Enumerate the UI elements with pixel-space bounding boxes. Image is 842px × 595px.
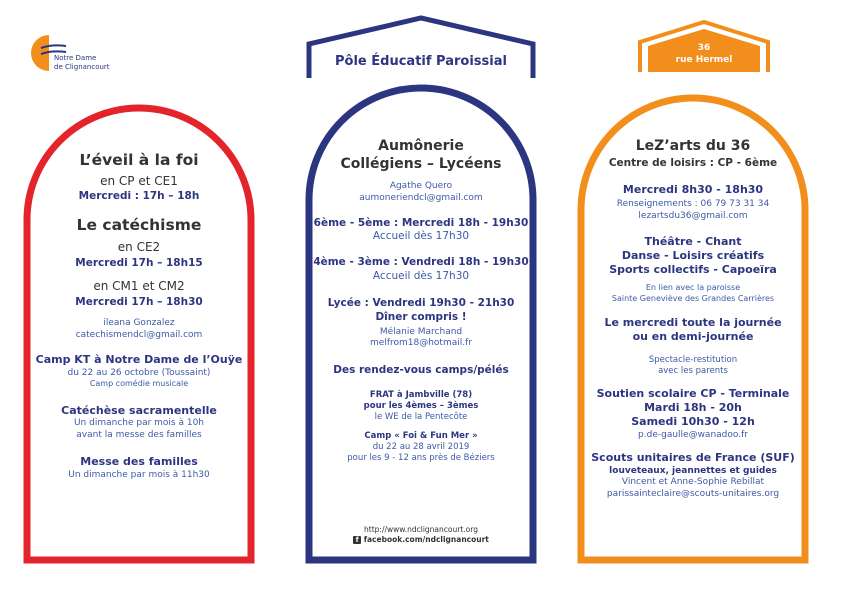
messe-line: Un dimanche par mois à 11h30 (68, 469, 210, 480)
camp-sub: Camp comédie musicale (89, 379, 189, 389)
right-time: Mercredi 8h30 - 18h30 (622, 182, 764, 196)
left-column (27, 150, 251, 481)
scouts1: Scouts unitaires de France (SUF) (591, 451, 795, 465)
eveil-level: en CP et CE1 (100, 174, 178, 189)
right-header-label (648, 43, 760, 66)
sacr-line2: avant la messe des familles (76, 429, 202, 440)
soutien3: Samedi 10h30 - 12h (631, 415, 755, 429)
scouts2: louveteaux, jeannettes et guides (609, 465, 777, 476)
center-house-outline (309, 18, 533, 78)
frat3: le WE de la Pentecôte (374, 411, 468, 422)
soutien-email: p.de-gaulle@wanadoo.fr (638, 429, 748, 440)
center-title2: Collégiens – Lycéens (340, 156, 502, 173)
messe-title: Messe des familles (80, 455, 198, 469)
website-link[interactable]: http://www.ndclignancourt.org (364, 525, 478, 534)
campmer1: Camp « Foi & Fun Mer » (364, 430, 478, 441)
campmer2: du 22 au 28 avril 2019 (372, 441, 470, 452)
slot1-sub: Accueil dès 17h30 (372, 230, 470, 243)
frat1: FRAT à Jambville (78) (369, 389, 473, 400)
facebook-link[interactable] (309, 535, 533, 545)
merc2: ou en demi-journée (632, 330, 754, 344)
merc1: Le mercredi toute la journée (604, 316, 782, 330)
slot2: 4ème - 3ème : Vendredi 18h - 19h30 (313, 256, 529, 269)
slot2-sub: Accueil dès 17h30 (372, 269, 470, 282)
soutien2: Mardi 18h - 20h (644, 401, 742, 415)
center-footer (309, 525, 533, 545)
slot1: 6ème - 5ème : Mercredi 18h - 19h30 (313, 216, 529, 229)
camp-title: Camp KT à Notre Dame de l’Ouÿe (35, 353, 243, 367)
act2: Danse - Loisirs créatifs (621, 248, 765, 262)
spect1: Spectacle-restitution (648, 354, 738, 365)
center-contact-email: aumoneriendcl@gmail.com (359, 193, 483, 204)
lycee1: Lycée : Vendredi 19h30 - 21h30 (327, 297, 515, 310)
act3: Sports collectifs - Capoeïra (609, 263, 777, 277)
center-column (309, 137, 533, 464)
right-title: LeZ’arts du 36 (635, 138, 751, 154)
frat2: pour les 4èmes – 3èmes (363, 400, 479, 411)
soutien1: Soutien scolaire CP - Terminale (596, 386, 790, 400)
logo-line1: Notre Dame (54, 54, 97, 62)
scouts3: Vincent et Anne-Sophie Rebillat (621, 477, 765, 488)
center-title1: Aumônerie (378, 138, 464, 154)
right-rens: Renseignements : 06 79 73 31 34 (616, 199, 770, 210)
lycee-contact: Mélanie Marchand (379, 326, 463, 337)
right-column (581, 137, 805, 501)
cat-level1: en CE2 (117, 239, 161, 254)
cat-level2: en CM1 et CM2 (93, 278, 185, 293)
sacr-title: Catéchèse sacramentelle (61, 403, 217, 417)
lien2: Sainte Geneviève des Grandes Carrières (611, 293, 775, 303)
eveil-time: Mercredi : 17h – 18h (78, 189, 200, 202)
logo-line2: de Clignancourt (54, 63, 110, 72)
lien1: En lien avec la paroisse (645, 283, 741, 293)
eveil-title: L’éveil à la foi (79, 151, 199, 169)
right-subtitle: Centre de loisirs : CP - 6ème (608, 157, 778, 170)
facebook-icon: f (353, 536, 361, 544)
right-header-line1: 36 (697, 43, 711, 53)
center-contact-name: Agathe Quero (389, 181, 453, 192)
right-email: lezartsdu36@gmail.com (638, 210, 748, 221)
sacr-line1: Un dimanche par mois à 10h (73, 418, 205, 429)
spect2: avec les parents (658, 365, 728, 376)
scouts-email: parissainteclaire@scouts-unitaires.org (606, 489, 780, 500)
campmer3: pour les 9 - 12 ans près de Béziers (347, 452, 495, 463)
cat-title: Le catéchisme (76, 216, 202, 235)
right-header-line2: rue Hermel (675, 54, 733, 65)
rdv-title: Des rendez-vous camps/pélés (333, 363, 509, 376)
center-header-title: Pôle Éducatif Paroissial (335, 54, 507, 69)
cat-time2: Mercredi 17h – 18h30 (75, 296, 203, 309)
logo (54, 54, 110, 72)
cat-time1: Mercredi 17h – 18h15 (75, 257, 203, 270)
camp-dates: du 22 au 26 octobre (Toussaint) (67, 367, 211, 378)
left-contact-email: catechismendcl@gmail.com (75, 329, 203, 340)
act1: Théâtre - Chant (644, 234, 742, 248)
lycee-email: melfrom18@hotmail.fr (370, 338, 472, 349)
facebook-text: facebook.com/ndclignancourt (363, 534, 489, 544)
left-contact-name: ileana Gonzalez (103, 317, 175, 328)
lycee2: Dîner compris ! (375, 310, 467, 323)
